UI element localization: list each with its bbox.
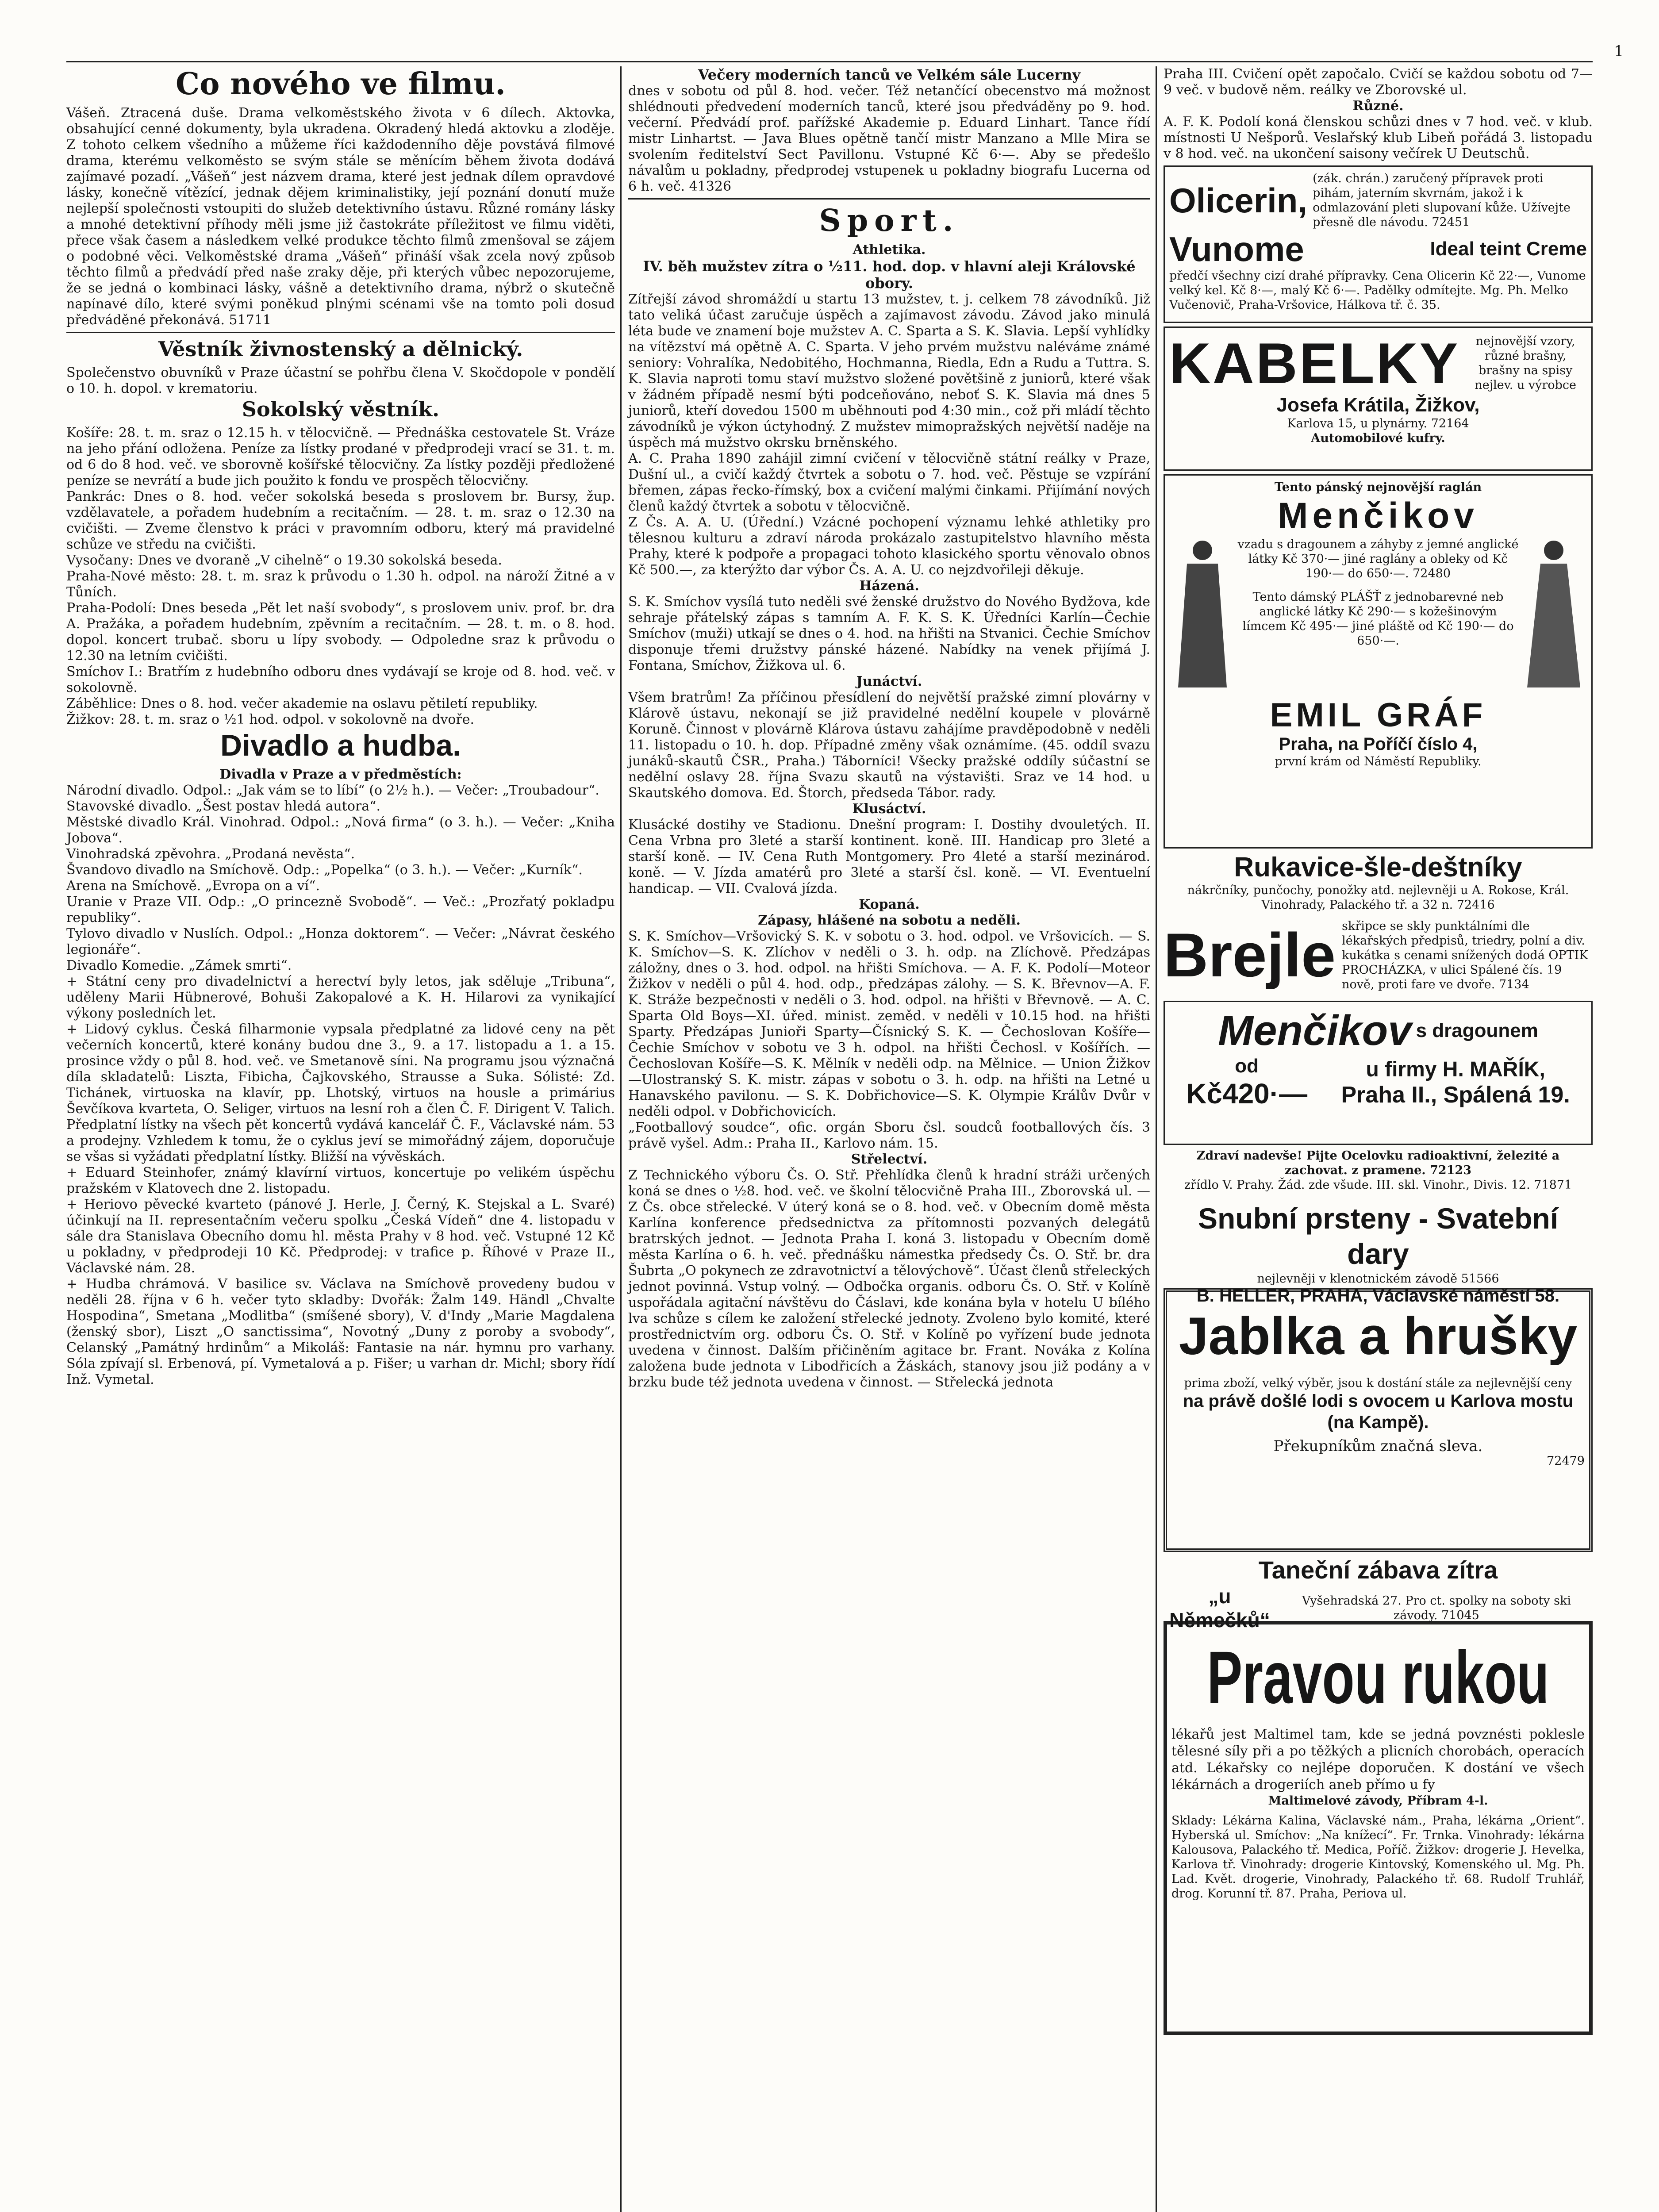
atletika-article: Zítřejší závod shromáždí u startu 13 mužstev, t. j. celkem 78 závodníků. Již tato veliká účast zaručuje úspěch a zajímavost závodu. Závod jako minulá léta bude ve znamení boje mužstev A. C. Sparta a S. K. Slavia. Lepší vyhlídky na vítězství má opětně A. C. Sparta. V jeho prvém mužstvu naléváme známé seniory: Vohralíka, Nedobitého, Hochmanna, Riedla, Edn a Rudu a Tuttra. S. K. Slavia naproti tomu staví mužstvo složené povětšině z juniorů, které však v žádném případě nesmí býti podceňováno, neboť S. K. Slavia má dnes 5 juniorů, kteří dovedou 1500 m uběhnouti pod 4:30 min., což při mládí těchto závodníků je výkon úctyhodný. Z mužstev mimopražských největší naděje na úspěch má mužstvo okrsku brněnského.: [628, 292, 1150, 450]
mencikov2-logo: Menčikov: [1218, 1007, 1412, 1054]
sokol-item: Žižkov: 28. t. m. sraz o ½1 hod. odpol. v sokolovně na dvoře.: [66, 712, 475, 727]
top-rule: [66, 61, 1593, 62]
theatre-item: Divadlo Komedie. „Zámek smrti“.: [66, 958, 292, 973]
ad-brejle: [1164, 913, 1593, 997]
kopana-subheading: Zápasy, hlášené na sobotu a neděli.: [758, 913, 1021, 928]
sokol-item: Praha-Nové město: 28. t. m. sraz k průvodu o 1.30 h. odpol. na nároží Žitné a v Tůních.: [66, 568, 615, 600]
maltimel-sklady: Sklady: Lékárna Kalina, Václavské nám., Praha, lékárna „Orient“. Hyberská ul. Smíchov: „Na knížecí“. Fr. Trnka. Vinohrady: lékárna Kalousova, Palackého tř. Medica, Poříč. Žižkov: drogerie J. Hevelka, Karlova tř. Vinohrady: drogerie Kintovský, Komenského ul. Mg. Ph. Lad. Květ. drogerie, Vinohrady, Palackého tř. 68. Rudolf Truhlář, drog. Korunní tř. 87. Praha, Periova ul.: [1171, 1814, 1585, 1901]
olicerin-text: (zák. chrán.) zaručený přípravek proti pihám, jaterním skvrnám, jakož i k odmlazování pleti slupovaní kůže. Užívejte přesně dle návodu. 72451: [1313, 172, 1571, 229]
ad-ocelovka: [1164, 1148, 1593, 1197]
sokol-item: Pankrác: Dnes o 8. hod. večer sokolská beseda s proslovem br. Bursy, žup. vzdělavatele, a pořadem hudebním a recitačním. — 28. t. m. sraz o 12.30 na cvičišti. — Zveme členstvo k práci v pravomním odboru, který má pravidelné schůze ve středu na cvičišti.: [66, 489, 615, 552]
graf-address-2: první krám od Náměstí Republiky.: [1275, 755, 1482, 768]
vecery-article: dnes v sobotu od půl 8. hod. večer. Též netančící obecenstvo má možnost shlédnouti předvedení moderních tanců, které jsou předváděny po 9. hod. večerní. Předvádí prof. pařížské Akademie p. Eduard Linhart. Tance řídí mistr Linhartst. — Java Blues opětně tančí mistr Manzano a Mlle Mira se svolením ředitelství Sect Pavillonu. Vstupné Kč 6·—. Aby se předešlo návalům u pokladny, předprodej vstupenek u pokladny biografu Lucerna od 6 h. več. 41326: [628, 83, 1150, 194]
snubni-logo: Snubní prsteny - Svatební dary: [1198, 1202, 1559, 1270]
rukavice-text: nákrčníky, punčochy, ponožky atd. nejlevněji u A. Rokose, Král. Vinohrady, Palackého tř. a 32 n. 72416: [1187, 883, 1569, 912]
divider: [66, 332, 615, 333]
tanecni-text: Vyšehradská 27. Pro ct. spolky na soboty ski závody. 71045: [1302, 1594, 1571, 1622]
column-left: [66, 66, 615, 1388]
olicerin-price: předčí všechny cizí drahé přípravky. Cena Olicerin Kč 22·—, Vunome velký kel. Kč 8·—, malý Kč 6·—. Padělky odmítejte. Mg. Ph. Melko Vučenovič, Praha-Vršovice, Hálkova tř. č. 35.: [1169, 269, 1586, 312]
newspaper-page: [66, 66, 1593, 2212]
snubni-text: nejlevněji v klenotnickém závodě 51566: [1257, 1272, 1499, 1286]
kabelky-side: nejnovější vzory, různé brašny, brašny na spisy nejlev. u výrobce: [1475, 334, 1576, 392]
graf-logo: EMIL GRÁF: [1270, 696, 1486, 734]
mencikov-line: Tento pánský nejnovější raglán: [1274, 480, 1482, 494]
mencikov2-od: od: [1235, 1055, 1259, 1077]
theatre-item: Národní divadlo. Odpol.: „Jak vám se to líbí“ (o 2½ h.). — Večer: „Troubadour“.: [66, 783, 599, 798]
mencikov2-firm: u firmy H. MAŘÍK,: [1366, 1057, 1545, 1081]
music-paragraph: + Státní ceny pro divadelnictví a herectví byly letos, jak sděluje „Tribuna“, uděleny Marii Hübnerové, Bohuši Zakopalové a K. H. Hilarovi za vynikající výkony posledních let.: [66, 974, 615, 1021]
kopana-article: „Footballový soudce“, ofic. orgán Sboru čsl. soudců footballových čís. 3 právě vyšel. Adm.: Praha II., Karlovo nám. 15.: [628, 1120, 1150, 1151]
ad-jablka: [1164, 1288, 1593, 1552]
heller-firm: B. HELLER, PRAHA, Václavské náměstí 58.: [1196, 1286, 1560, 1306]
sokol-item: Košíře: 28. t. m. sraz o 12.15 h. v tělocvičně. — Přednáška cestovatele St. Vráze na jeho přání odložena. Peníze za lístky prodané v předprodeji vrací se 31. t. m. od 6 do 8 hod. več. ve sborovně košířské tělocvičny. Za lístky později předložené peníze se nevrátí a bude jich použito k fondu ve prospěch tělocvičny.: [66, 425, 615, 488]
ocelovka-text-2: zřídlo V. Prahy. Žád. zde všude. III. skl. Vinohr., Divis. 12. 71871: [1184, 1178, 1572, 1192]
junactvi-heading: Junáctví.: [856, 674, 922, 689]
kabelky-logo: KABELKY: [1169, 331, 1460, 396]
ad-maltimel: [1164, 1621, 1593, 2035]
mencikov2-tag: s dragounem: [1416, 1020, 1538, 1041]
klusactvi-article: Klusácké dostihy ve Stadionu. Dnešní program: I. Dostihy dvouletých. II. Cena Vrbna pro 3leté a starší kontinent. koně. III. Handicap pro 3leté a starší koně. — IV. Cena Ruth Montgomery. Pro 4leté a starší mezinárod. koně. — V. Jízda amatérů pro 3leté a starší čsl. koně. — VI. Eventuelní handicap. — VII. Cvalová jízda.: [628, 817, 1150, 896]
theatre-item: Městské divadlo Král. Vinohrad. Odpol.: „Nová firma“ (o 3. h.). — Večer: „Kniha Jobova“.: [66, 814, 615, 846]
column-rule: [1156, 66, 1157, 2212]
music-paragraph: + Lidový cyklus. Česká filharmonie vypsala předplatné za lidové ceny na pět večerních koncertů, které konány budou dne 3., 9. a 17. listopadu a 1. a 15. prosince vždy o půl 8. hod. več. ve Smetanově síni. Na programu jsou význačná díla skladatelů: Liszta, Fibicha, Čajkovského, Strausse a Suka. Sólisté: Zd. Tichánek, virtuoska na klavír, pp. Lhotský, virtuos na housle a primárius Ševčíkova kvarteta, O. Seliger, virtuos na lesní roh a člen Č. F. Dirigent V. Talich. Předplatní lístky na všech pět koncertů vydává kancelář Č. F., Václavské nám. 53 a prodejny. Vzhledem k tomu, že o cyklus jeví se mimořádný zájem, doporučuje se všas si vyžádati předplatní lístky. Bližší na vývěskách.: [66, 1022, 615, 1164]
theatre-item: Švandovo divadlo na Smíchově. Odp.: „Popelka“ (o 3. h.). — Večer: „Kurník“.: [66, 862, 583, 878]
olicerin-logo: Olicerin,: [1169, 181, 1308, 220]
theatre-item: Uranie v Praze VII. Odp.: „O princezně Svobodě“. — Več.: „Prozřatý pokladpu republiky“.: [66, 894, 615, 926]
theatre-item: Arena na Smíchově. „Evropa on a ví“.: [66, 878, 320, 894]
kabelky-footer: Automobilové kufry.: [1311, 431, 1445, 445]
atletika-article: A. C. Praha 1890 zahájil zimní cvičení v tělocvičně státní reálky v Praze, Dušní ul., a cvičí každý čtvrtek a sobotu o 7. hod. več. Pěstuje se vzpírání břemen, zápas řecko-římský, box a cvičení malými činkami. Přijímání nových členů každý čtvrtek a sobotu v tělocvičně.: [628, 451, 1150, 514]
atletika-heading: Athletika.: [853, 242, 926, 257]
music-paragraph: + Eduard Steinhofer, známý klavírní virtuos, koncertuje po velikém úspěchu pražském v Klatovech dne 2. listopadu.: [66, 1165, 615, 1196]
hazena-article: S. K. Smíchov vysílá tuto neděli své ženské družstvo do Nového Bydžova, kde sehraje přátelský zápas s tamním A. F. K. S. K. Úředníci Karlín—Čechie Smíchov (muži) utkají se dnes o 4. hod. na hřišti na Stvanici. Čechie Smíchov disponuje třemi družstvy pánské házené. Nabídky na venek přijímá J. Fontana, Smíchov, Žižkova ul. 6.: [628, 594, 1150, 673]
sokol-item: Praha-Podolí: Dnes beseda „Pět let naší svobody“, s proslovem univ. prof. br. dra A. Pražáka, a pořadem hudebním, zpěvním a recitačním. — 28. t. m. o 8. hod. dopol. koncert trubač. sboru u lípy svobody. — Odpoledne sraz k průvodu o 12.30 na letním cvičišti.: [66, 600, 615, 664]
divider: [628, 198, 1150, 200]
column-middle: [628, 66, 1150, 1390]
mencikov2-address: Praha II., Spálená 19.: [1341, 1082, 1570, 1108]
vestnik-heading: Věstník živnostenský a dělnický.: [158, 337, 523, 361]
brejle-logo: Brejle: [1164, 920, 1336, 990]
hazena-heading: Házená.: [859, 578, 919, 594]
man-coat-illustration: [1169, 537, 1236, 696]
maltimel-text: lékařů jest Maltimel tam, kde se jedná povznésti poklesle tělesné síly při a po těžkých a plicních chorobách, operacích atd. Lékařsky co nejlépe doporučen. K dostání ve všech lékárnách a drogeriích aneb přímo u fy: [1171, 1727, 1585, 1793]
sokol-item: Záběhlice: Dnes o 8. hod. večer akademie na oslavu pětiletí republiky.: [66, 696, 538, 711]
jablka-number: 72479: [1547, 1454, 1585, 1468]
ad-snubni: [1164, 1201, 1593, 1306]
kabelky-address: Karlova 15, u plynárny. 72164: [1287, 417, 1469, 430]
ad-tanecni: [1164, 1555, 1593, 1632]
film-heading: Co nového ve filmu.: [176, 66, 506, 102]
ad-mencikov-dragoun: [1164, 1001, 1593, 1145]
sokol-item: Smíchov I.: Bratřím z hudebního odboru dnes vydávají se kroje od 8. hod. več. v sokolovně.: [66, 664, 615, 695]
ad-rukavice: [1164, 852, 1593, 910]
rukavice-logo: Rukavice-šle-deštníky: [1234, 852, 1522, 883]
music-paragraph: + Hudba chrámová. V basilice sv. Václava na Smíchově provedeny budou v neděli 28. října v 6 h. večer tyto skladby: Dvořák: Žalm 149. Händl „Chvalte Hospodina“, Smetana „Modlitba“ (smíšené sbory), V. d'Indy „Marie Magdalena (ženský sbor), Liszt „O sanctissima“, Novotný „Duny z poroby a svobody“, Celanský „Památný hrdinům“ a Mikoláš: Fantasie na nár. hymnu pro varhany. Sóla zpívají sl. Erbenová, pí. Vymetalová a p. Fišer; u varhan dr. Michl; sbory řídí Inž. Vymetal.: [66, 1276, 615, 1387]
tanecni-logo: Taneční zábava zítra: [1258, 1556, 1498, 1584]
maltimel-firm: Maltimelové závody, Příbram 4-l.: [1268, 1794, 1488, 1808]
jablka-logo: Jablka a hrušky: [1179, 1306, 1578, 1366]
vunome-tagline: Ideal teint Creme: [1430, 238, 1587, 260]
music-paragraph: + Heriovo pěvecké kvarteto (pánové J. Herle, J. Černý, K. Stejskal a L. Svaré) účinkují na II. representačním večeru spolku „Česká Vídeň“ dne 4. listopadu v sále dra Stanislava Obecního domu hl. města Prahy v 8 hod. več. Vstupné 12 Kč u pokladny, v předprodeji 10 Kč. Předprodej: v trafice p. Říhové v Praze II., Václavské nám. 28.: [66, 1197, 615, 1276]
sport-heading: Sport.: [819, 203, 960, 238]
vecery-heading: Večery moderních tanců ve Velkém sále Lucerny: [698, 66, 1081, 83]
kopana-article: S. K. Smíchov—Vršovický S. K. v sobotu o 3. hod. odpol. ve Vršovicích. — S. K. Smíchov—S. K. Zlíchov v neděli o 3. h. odp. na Zlíchově. Předzápas záložny, dnes o 3. hod. odpol. na hřišti Smíchova. — A. F. K. Podolí—Moteor Žižkov v neděli o půl 4. hod. odp., předzápas zálohy. — S. K. Břevnov—A. F. K. Stráže bezpečnosti v neděli o 3. hod. odpol. na hřišti v Břevnově. — A. C. Sparta Old Boys—XI. úřed. minist. zeměd. v neděli v 10.15 hod. na hřišti Sparty. Předzápas Junioři Sparty—Čísnický S. K. — Čechoslovan Košíře—Čechie Smíchov v sobotu ve 3 h. odpol. na hřišti Čechosl. v Košířích. — Čechoslovan Košíře—S. K. Mělník v neděli odp. na Mělnice. — Union Žižkov—Ulostranský S. K. mistr. zápas v sobotu o 3. h. odp. na hřišti na Letné u Hanavského pavilonu. — S. K. Dobřichovice—S. K. Olympie Králův Dvůr v neděli odpol. v Dobřichovicích.: [628, 929, 1150, 1119]
strelectvi-heading: Střelectví.: [851, 1152, 928, 1167]
vunome-logo: Vunome: [1169, 230, 1304, 269]
vestnik-article: Společenstvo obuvníků v Praze účastní se pohřbu člena V. Skočdopole v pondělí o 10. h. dopol. v krematoriu.: [66, 365, 615, 396]
brejle-text: skřipce se skly punktálními dle lékařských předpisů, triedry, polní a div. kukátka s cenami snížených dodá OPTIK PROCHÁZKA, v ulici Spálené čís. 19 nově, proti fare ve dvoře. 7134: [1342, 919, 1588, 991]
ad-olicerin: [1164, 165, 1593, 323]
sokol-heading: Sokolský věstník.: [242, 397, 440, 421]
divadlo-heading: Divadlo a hudba.: [220, 729, 461, 762]
pravou-rukou-logo: Pravou rukou: [1207, 1636, 1549, 1719]
divadlo-subheading: Divadla v Praze a v předměstích:: [219, 767, 462, 782]
klusactvi-heading: Klusáctví.: [852, 801, 926, 817]
mencikov-text-2: Tento dámský PLÁŠŤ z jednobarevné neb anglické látky Kč 290·— s kožešinovým límcem Kč 495·— jiné pláště od Kč 190·— do 650·—.: [1242, 590, 1514, 648]
column-right: [1164, 66, 1593, 2039]
junactvi-article: Všem bratrům! Za příčinou přesídlení do největší pražské zimní plovárny v Klárově ústavu, nekonají se již pravidelné nedělní koupele v plovárně Koruně. Činnost v plovárně Klárova ústavu zahájíme pravděpodobně v neděli 11. listopadu o 10. h. dop. Případné změny však oznámíme. (45. oddíl svazu junáků-skautů ČSR., Praha.) Táborníci! Všecky pražské oddíly súčastní se nedělní oslavy 28. října Svazu skautů na výstavišti. Sraz ve 14 hod. u Skautského domova. Ed. Štorch, předseda Tábor. rady.: [628, 690, 1150, 801]
strelectvi-article: Z Technického výboru Čs. O. Stř. Přehlídka členů k hradní stráži určených koná se dnes o ½8. hod. več. ve školní tělocvičně Praha III., Zborovská ul. — Z Čs. obce střelecké. V úterý koná se o 8. hod. več. v Obecním domě města Karlína konference předsednictva za přítomnosti pozvaných delegátů bratrských jednot. — Jednota Praha I. koná 3. listopadu v Obecním domě města Karlína o 6. h. več. přednášku námestka předsedy Čs. O. Stř. br. dra Šubrta „O pokynech ze zdravotnictví a tělovýchově“. Účast členů střeleckých jednot povinná. Vstup volný. — Odbočka organis. odboru Čs. O. Stř. v Kolíně uspořádala agitační návštěvu do Čáslavi, kde konána byla v hotelu U bílého lva schůze s cílem ke založení střelecké jednoty. Zvoleno bylo komité, které prostřednictvím org. odboru Čs. O. Stř. v Kolíně po vyřízení bude jednota uvedena v činnost. Dalším přičiněním agitace br. Frant. Nováka z Kolína založena bude jednota v Libodřicích a Žáskách, stanovy jsou již podány a v brzku bude též jednota uvedena v činnost. — Střelecká jednota: [628, 1167, 1150, 1390]
theatre-item: Vinohradská zpěvohra. „Prodaná nevěsta“.: [66, 846, 355, 862]
jablka-text-2: na právě došlé lodi s ovocem u Karlova mostu (na Kampě).: [1183, 1391, 1574, 1432]
kabelky-firm: Josefa Krátila, Žižkov,: [1276, 394, 1480, 416]
theatre-item: Tylovo divadlo v Nuslích. Odpol.: „Honza doktorem“. — Večer: „Návrat českého legionáře“.: [66, 926, 615, 957]
mencikov-logo: Menčikov: [1278, 495, 1479, 536]
column-rule: [620, 66, 622, 2212]
ad-kabelky: [1164, 326, 1593, 471]
ruzne-heading: Různé.: [1352, 98, 1404, 114]
page-number: 1: [1614, 42, 1624, 60]
mencikov-text: vzadu s dragounem a záhyby z jemné anglické látky Kč 370·— jiné raglány a obleky od Kč 190·— do 650·—. 72480: [1237, 538, 1519, 580]
graf-address: Praha, na Poříčí číslo 4,: [1279, 734, 1478, 754]
mencikov2-price: Kč420·—: [1186, 1078, 1308, 1110]
film-article: Vášeň. Ztracená duše. Drama velkoměstského života v 6 dílech. Aktovka, obsahující cenné dokumenty, byla ukradena. Okradený hledá aktovku a zloděje. Z tohoto celkem všedního a můžeme říci každodenního děje povstává filmové drama, kterému velkoměsto se svým stále se měnícím během života dodává zajímavé pozadí. „Vášeň“ jest názvem drama, které jest jednak dílem opravdové lásky, konečně vítězící, jednak dějem kriminalistiky, její poznání donutí muže nejlepší společnosti vstoupiti do služeb detektivního ústavu. Různé romány lásky a mnohé detektivní příhody měli jsme již častokráte příležitost ve filmu viděti, přece však časem a následkem velké produkce těchto filmů zmenšoval se zájem o podobné věci. Velkoměstské drama „Vášeň“ přináší však zcela nový způsob těchto filmů a předvádí před naše zraky děje, při kterých vůbec nepozorujeme, že se jedná o kombinaci lásky, vášně a detektivního drama, nýbrž o skutečně napínavé dílo, které svými poněkud plnými scénami vše na tomto poli dosud předváděné překonává. 51711: [66, 105, 615, 328]
jablka-footer: Překupníkům značná sleva.: [1273, 1437, 1483, 1455]
theatre-item: Stavovské divadlo. „Šest postav hledá autora“.: [66, 799, 380, 814]
jablka-text: prima zboží, velký výběr, jsou k dostání stále za nejlevnější ceny: [1184, 1376, 1572, 1390]
nemecku-name: „u Němečků“: [1169, 1585, 1270, 1632]
cviceni-article: Praha III. Cvičení opět započalo. Cvičí se každou sobotu od 7—9 več. v budově něm. reálky ve Zborovské ul.: [1164, 66, 1593, 98]
ad-mencikov: [1164, 474, 1593, 849]
ruzne-article: A. F. K. Podolí koná členskou schůzi dnes v 7 hod. več. v klub. místnosti U Nešporů. Veslařský klub Libeň pořádá 3. listopadu v 8 hod. več. na ukončení saisony večírek U Deutschů.: [1164, 114, 1593, 161]
atletika-lead: IV. běh mužstev zítra o ½11. hod. dop. v hlavní aleji Královské obory.: [643, 258, 1136, 292]
kopana-heading: Kopaná.: [859, 897, 920, 912]
atletika-article: Z Čs. A. A. U. (Úřední.) Vzácné pochopení významu lehké athletiky pro tělesnou kulturu a zdraví národa prokázalo zastupitelstvo hlavního města Prahy, které k podpoře a propagaci tohoto klasického sportu věnovalo obnos Kč 500.—, za kterýžto dar výbor Čs. A. A. U. co nejzdvořileji děkuje.: [628, 515, 1150, 578]
sokol-item: Vysočany: Dnes ve dvoraně „V cihelně“ o 19.30 sokolská beseda.: [66, 553, 502, 568]
ocelovka-text: Zdraví nadevše! Pijte Ocelovku radioaktivní, železité a zachovat. z pramene. 72123: [1196, 1149, 1560, 1177]
woman-coat-illustration: [1521, 537, 1587, 696]
